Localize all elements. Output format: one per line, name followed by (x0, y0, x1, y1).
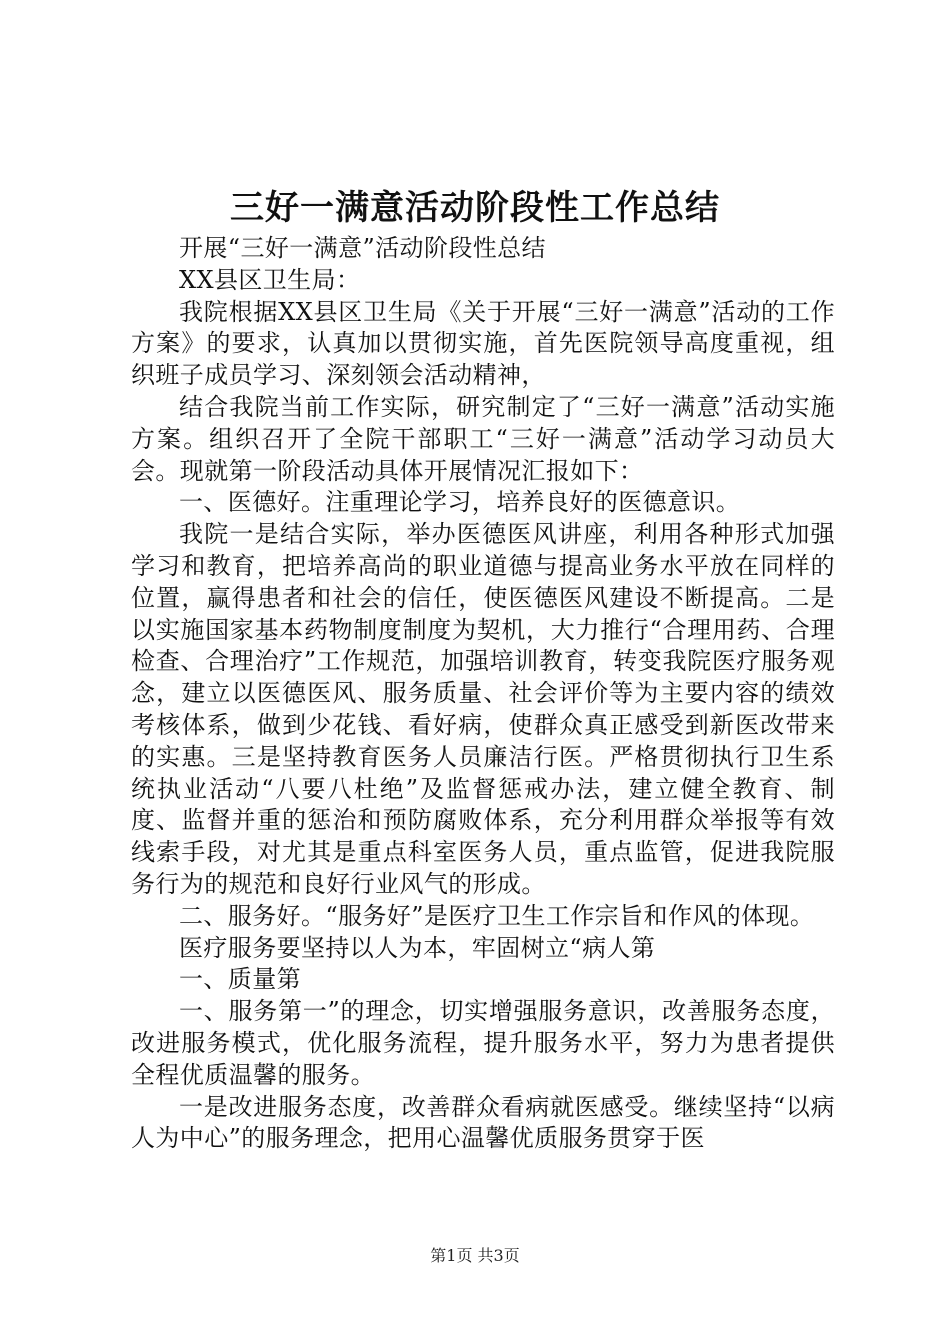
document-title: 三好一满意活动阶段性工作总结 (230, 188, 720, 228)
paragraph-intro: 我院根据XX县区卫生局《关于开展“三好一满意”活动的工作方案》的要求，认真加以贯彻实施，首先医院领导高度重视，组织班子成员学习、深刻领会活动精神， (131, 297, 835, 390)
paragraph-section-1-body: 我院一是结合实际，举办医德医风讲座，利用各种形式加强学习和教育，把培养高尚的职业道德与提高业务水平放在同样的位置，赢得患者和社会的信任，使医德医风建设不断提高。二是以实施国家基本药物制度制度为契机，大力推行“合理用药、合理检查、合理治疗”工作规范，加强培训教育，转变我院医疗服务观念，建立以医德医风、服务质量、社会评价等为主要内容的绩效考核体系，做到少花钱、看好病，使群众真正感受到新医改带来的实惠。三是坚持教育医务人员廉洁行医。严格贯彻执行卫生系统执业活动“八要八杜绝”及监督惩戒办法，建立健全教育、制度、监督并重的惩治和预防腐败体系，充分利用群众举报等有效线索手段，对尤其是重点科室医务人员，重点监管，促进我院服务行为的规范和良好行业风气的形成。 (131, 520, 835, 898)
paragraph-quality-first: 一、质量第 (179, 965, 301, 994)
paragraph-subtitle: 开展“三好一满意”活动阶段性总结 (179, 234, 546, 262)
paragraph-service-principle: 医疗服务要坚持以人为本，牢固树立“病人第 (179, 933, 656, 962)
paragraph-section-1-heading: 一、医德好。注重理论学习，培养良好的医德意识。 (179, 488, 741, 517)
document-body (131, 233, 835, 1155)
paragraph-improve-attitude: 一是改进服务态度，改善群众看病就医感受。继续坚持“以病人为中心”的服务理念，把用心温馨优质服务贯穿于医 (131, 1092, 835, 1153)
paragraph-addressee: XX县区卫生局： (179, 265, 361, 294)
paragraph-service-first: 一、服务第一”的理念，切实增强服务意识，改善服务态度，改进服务模式，优化服务流程，提升服务水平，努力为患者提供全程优质温馨的服务。 (131, 997, 835, 1089)
page-footer: 第1页 共3页 (430, 1246, 520, 1265)
paragraph-section-2-heading: 二、服务好。“服务好”是医疗卫生工作宗旨和作风的体现。 (179, 901, 815, 930)
paragraph-plan: 结合我院当前工作实际，研究制定了“三好一满意”活动实施方案。组织召开了全院干部职工“三好一满意”活动学习动员大会。现就第一阶段活动具体开展情况汇报如下： (131, 392, 835, 485)
